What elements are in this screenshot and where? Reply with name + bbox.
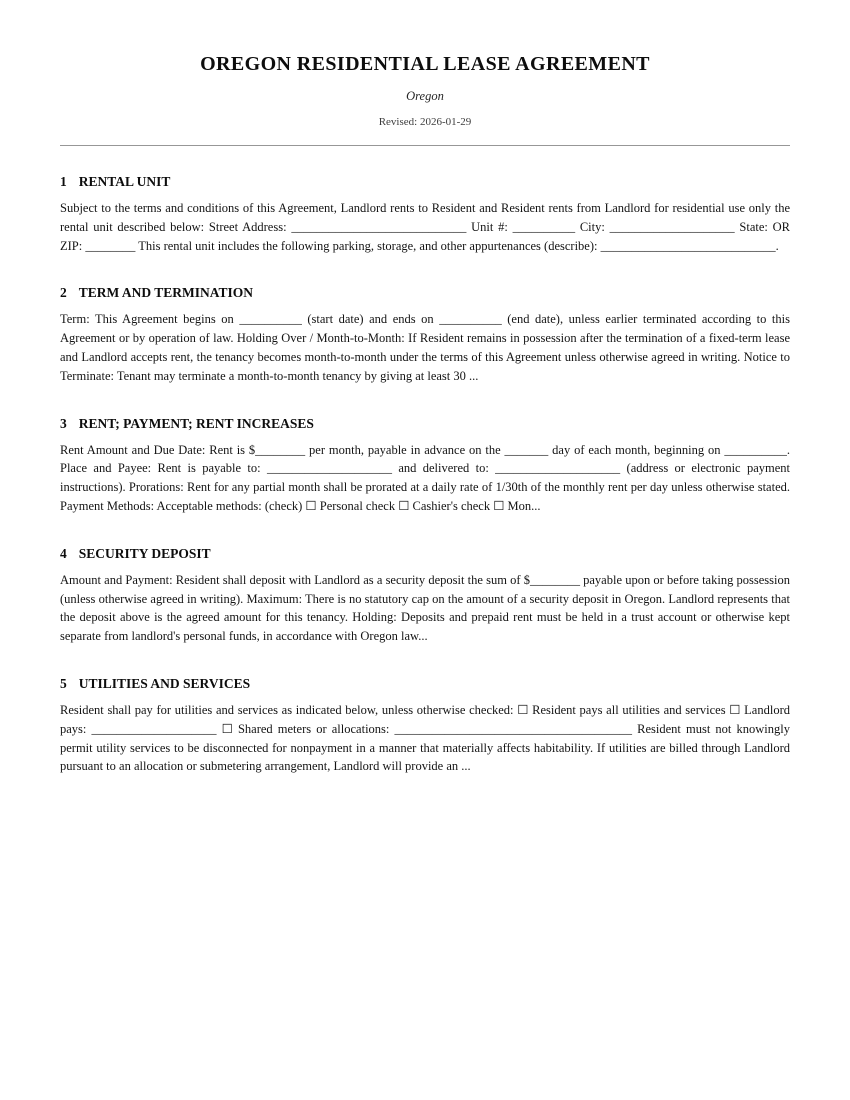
revised-date-line: Revised: 2026-01-29 [378, 116, 472, 128]
section-number: 2 [60, 285, 67, 301]
section-rental-unit [60, 173, 790, 255]
section-body-text: Subject to the terms and conditions of this Agreement, Landlord rents to Resident and Resident rents from Landlord for residential use only the rental unit described below: Street Address: ____________________________ Unit #: __________ City: ____________________ State: OR ZIP: ________ This rental unit includes the following parking, storage, and other appurtenances (describe): ____________________________. [60, 201, 790, 253]
section-number: 4 [60, 545, 67, 561]
section-heading [60, 545, 790, 562]
section-number: 3 [60, 415, 67, 431]
section-security-deposit [60, 545, 790, 646]
header-divider [60, 145, 790, 146]
section-heading [60, 675, 790, 692]
section-body-text: Rent Amount and Due Date: Rent is $________ per month, payable in advance on the _______ day of each month, beginning on __________. Place and Payee: Rent is payable to: ____________________ and delivered to: ____________________ (address or electronic payment instructions). Prorations: Rent for any partial month shall be prorated at a daily rate of 1/30th of the monthly rent per day unless otherwise stated. Payment Methods: Acceptable methods: (check) ☐ Personal check ☐ Cashier's check ☐ Mon... [60, 442, 790, 513]
section-heading [60, 284, 790, 301]
section-rent-payment [60, 415, 790, 516]
document-title: OREGON RESIDENTIAL LEASE AGREEMENT [200, 53, 650, 75]
section-term-and-termination [60, 284, 790, 385]
section-number: 1 [60, 174, 67, 189]
document-header [60, 53, 790, 146]
section-utilities-services [60, 675, 790, 776]
section-title: RENTAL UNIT [78, 174, 171, 189]
section-body-text: Amount and Payment: Resident shall deposit with Landlord as a security deposit the sum of $________ payable upon or before taking possession (unless otherwise agreed in writing). Maximum: There is no statutory cap on the amount of a security deposit in Oregon. Landlord represents that the deposit above is the agreed amount for this tenancy. Holding: Deposits and prepaid rent must be held in a trust account or otherwise kept separate from landlord's personal funds, in accordance with Oregon law... [60, 572, 790, 644]
section-number: 5 [60, 675, 67, 691]
section-heading [60, 415, 790, 432]
section-title: RENT; PAYMENT; RENT INCREASES [78, 415, 314, 431]
section-title: TERM AND TERMINATION [78, 285, 254, 301]
section-title: SECURITY DEPOSIT [78, 545, 211, 561]
section-heading [60, 173, 790, 190]
section-body-text: Resident shall pay for utilities and services as indicated below, unless otherwise checked: ☐ Resident pays all utilities and services ☐ Landlord pays: ____________________ ☐ Shared meters or allocations: ______________________________________ Resident must not knowingly permit utility services to be disconnected for nonpayment in a manner that materially affects habitability. If utilities are billed through Landlord pursuant to an allocation or submetering arrangement, Landlord will provide an ... [60, 702, 790, 774]
state-subtitle: Oregon [406, 89, 444, 103]
section-body-text: Term: This Agreement begins on __________ (start date) and ends on __________ (end date), unless earlier terminated according to this Agreement or by operation of law. Holding Over / Month-to-Month: If Resident remains in possession after the termination of a fixed-term lease and Landlord accepts rent, the tenancy becomes month-to-month under the terms of this Agreement unless otherwise agreed in writing. Notice to Terminate: Tenant may terminate a month-to-month tenancy by giving at least 30 ... [60, 312, 790, 383]
section-title: UTILITIES AND SERVICES [78, 675, 251, 691]
